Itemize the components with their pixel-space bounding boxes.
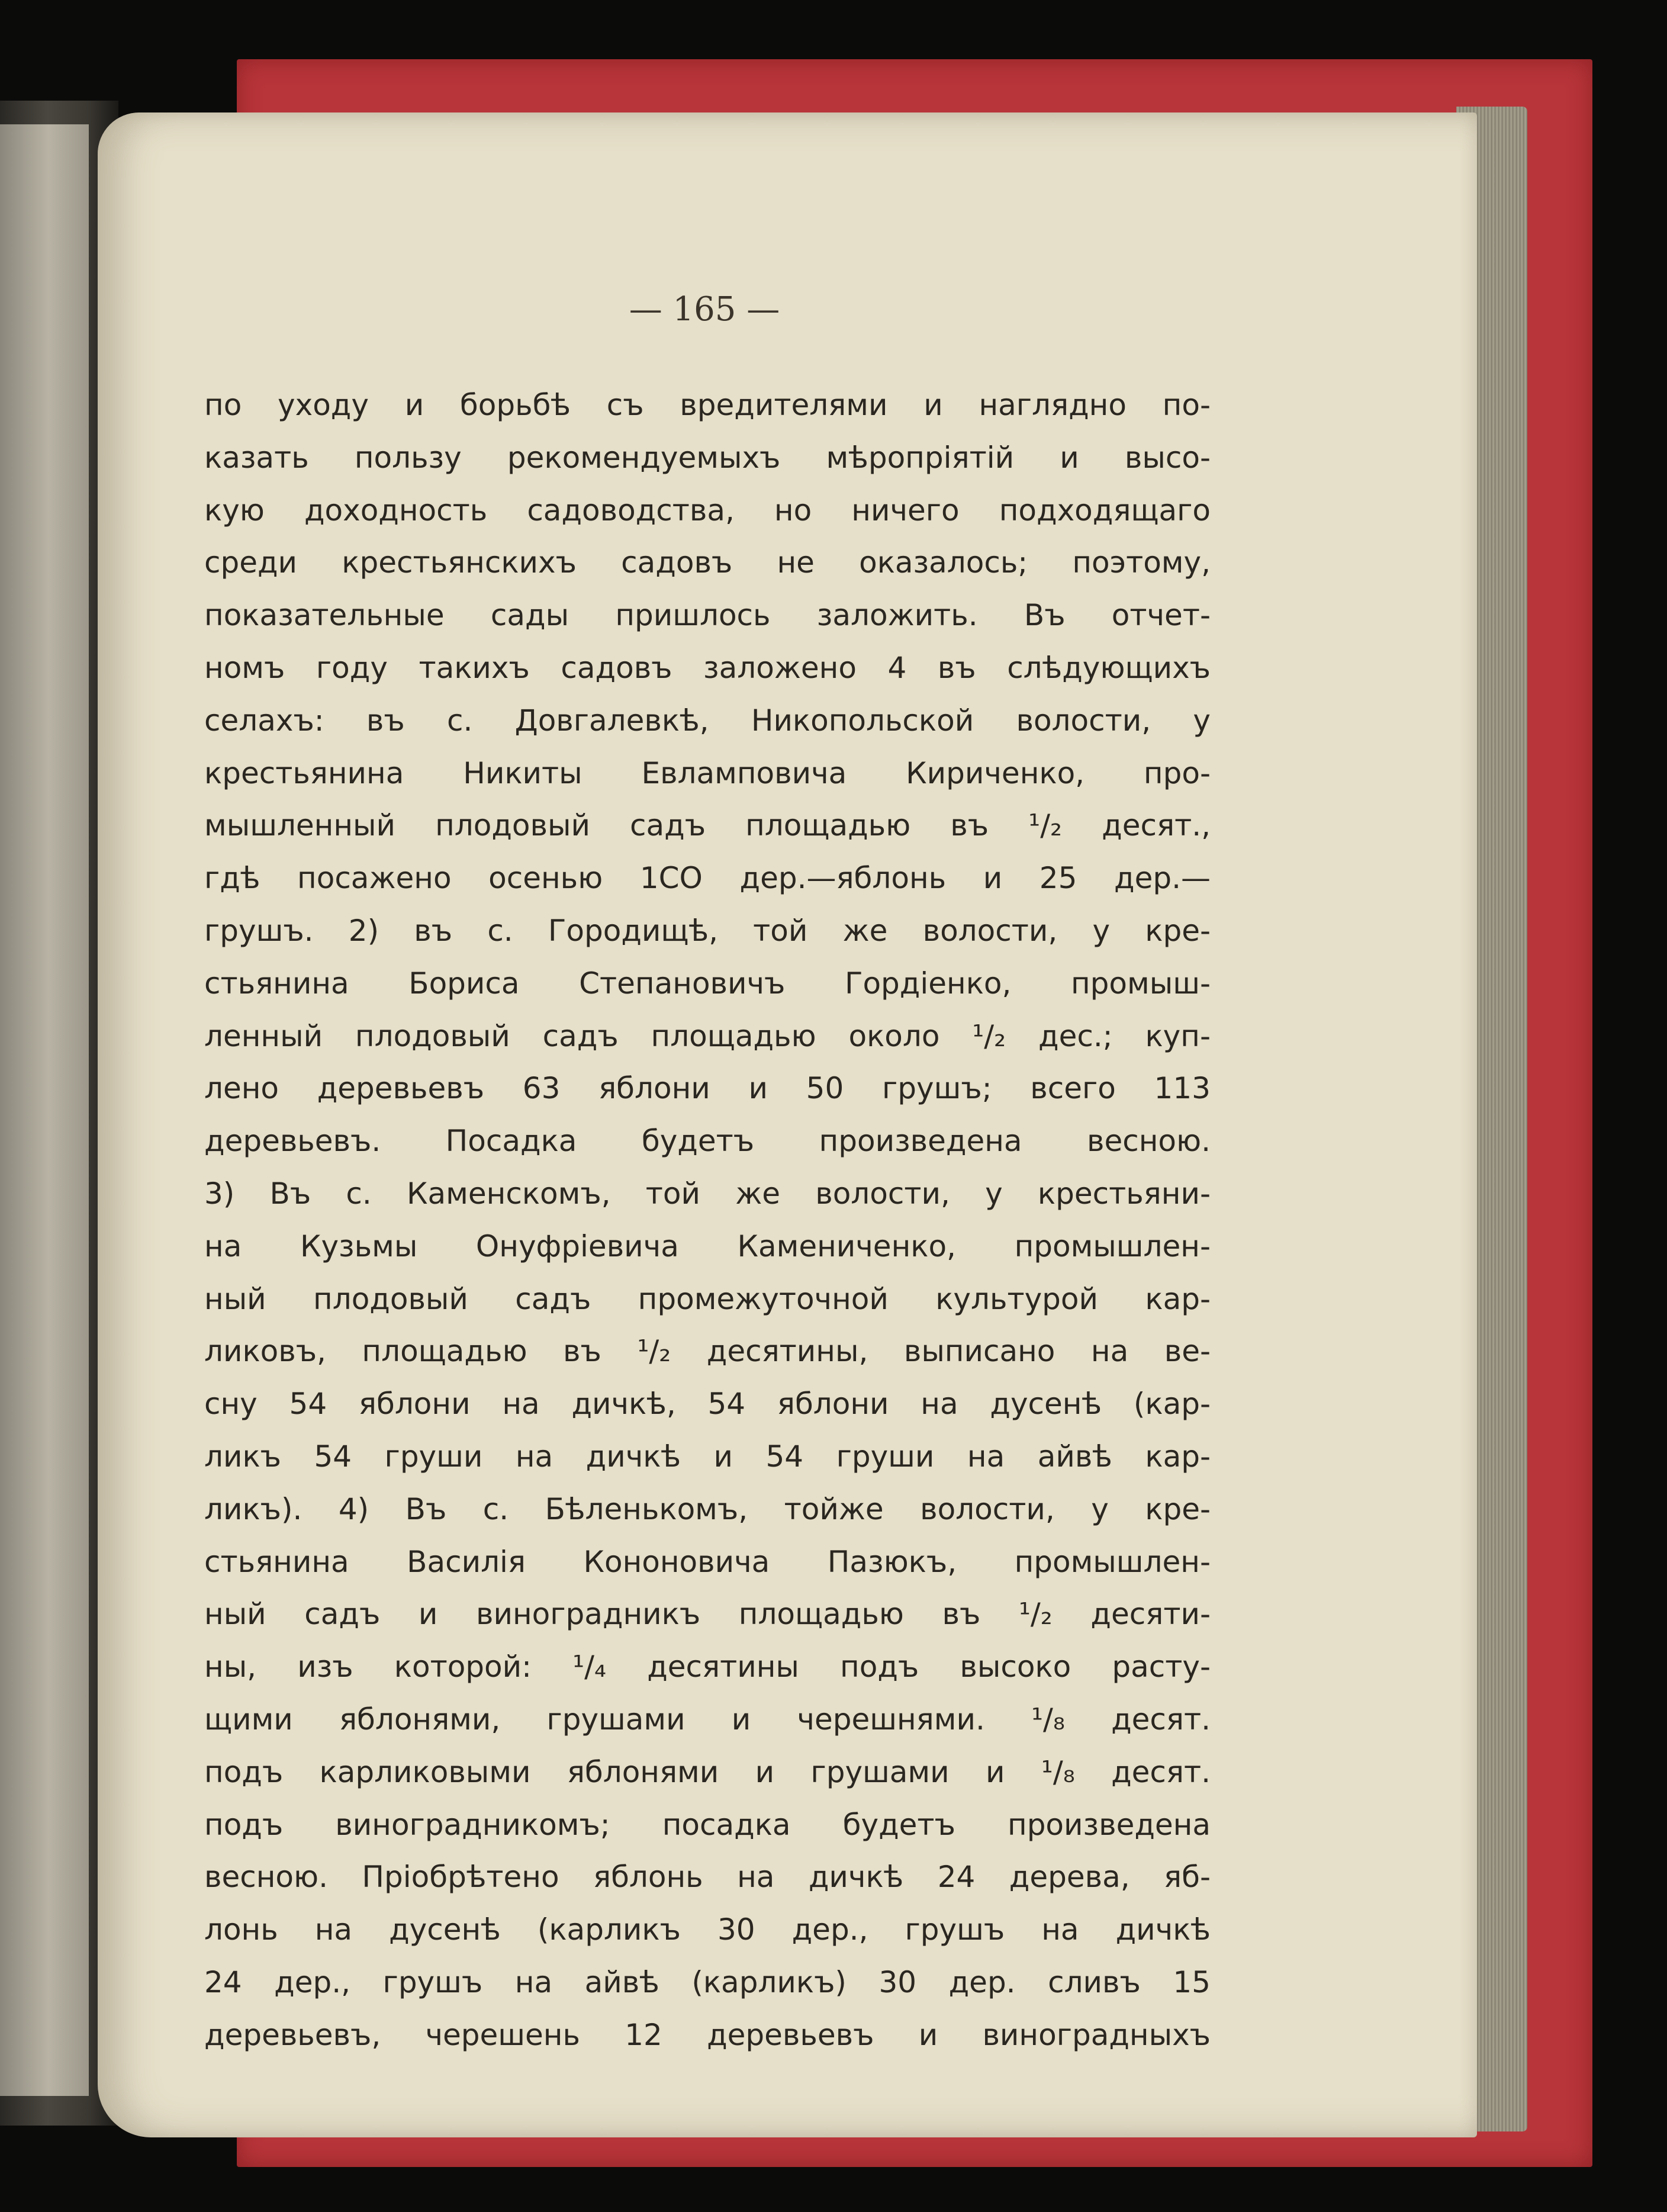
text-line: подъ виноградникомъ; посадка будетъ произведена (204, 1807, 1211, 1842)
text-line: ны, изъ которой: ¹/₄ десятины подъ высоко расту- (204, 1650, 1211, 1684)
text-line: щими яблонями, грушами и черешнями. ¹/₈ десят. (204, 1702, 1211, 1737)
text-line: ный плодовый садъ промежуточной культурой кар- (204, 1281, 1211, 1316)
text-line: на Кузьмы Онуфріевича Камениченко, промышлен- (204, 1229, 1211, 1263)
text-line: казать пользу рекомендуемыхъ мѣропріятій и высо- (204, 440, 1211, 475)
text-line: весною. Пріобрѣтено яблонь на дичкѣ 24 дерева, яб- (204, 1860, 1211, 1895)
page-number: — 165 — (629, 290, 780, 329)
text-line: сну 54 яблони на дичкѣ, 54 яблони на дусенѣ (кар- (204, 1387, 1211, 1422)
text-line: номъ году такихъ садовъ заложено 4 въ слѣдующихъ (204, 650, 1211, 685)
text-line: крестьянина Никиты Евлампoвича Кириченко, про- (204, 755, 1211, 790)
body-text (204, 379, 1211, 2062)
text-line: подъ карликовыми яблонями и грушами и ¹/₈ десят. (204, 1754, 1211, 1789)
text-line: стьянина Василія Кононовича Пазюкъ, промышлен- (204, 1544, 1211, 1579)
text-line: селахъ: въ с. Довгалевкѣ, Никопольской волости, у (204, 703, 1211, 738)
text-line: лонь на дусенѣ (карликъ 30 дер., грушъ на дичкѣ (204, 1912, 1211, 1947)
text-line: среди крестьянскихъ садовъ не оказалось; поэтому, (204, 545, 1211, 580)
text-line: кую доходность садоводства, но ничего подходящаго (204, 493, 1211, 528)
text-line: ликъ 54 груши на дичкѣ и 54 груши на айвѣ кар- (204, 1439, 1211, 1474)
text-line: 3) Въ с. Каменскомъ, той же волости, у крестьяни- (204, 1176, 1211, 1211)
text-line: показательные сады пришлось заложить. Въ отчет- (204, 598, 1211, 633)
text-line: ликовъ, площадью въ ¹/₂ десятины, выписано на ве- (204, 1334, 1211, 1369)
text-line: стьянина Бориса Степановичъ Гордіенко, промыш- (204, 966, 1211, 1001)
text-line: гдѣ посажено осенью 1СО дер.—яблонь и 25 дер.— (204, 861, 1211, 896)
text-line: лено деревьевъ 63 яблони и 50 грушъ; всего 113 (204, 1071, 1211, 1106)
text-line: ленный плодовый садъ площадью около ¹/₂ дес.; куп- (204, 1018, 1211, 1053)
text-line: ликъ). 4) Въ с. Бѣленькомъ, тойже волости, у кре- (204, 1491, 1211, 1526)
text-line: по уходу и борьбѣ съ вредителями и наглядно по- (204, 388, 1211, 422)
text-line: ный садъ и виноградникъ площадью въ ¹/₂ десяти- (204, 1597, 1211, 1632)
text-line: мышленный плодовый садъ площадью въ ¹/₂ десят., (204, 808, 1211, 843)
left-page-paper (0, 124, 89, 2096)
text-line: деревьевъ. Посадка будетъ произведена весною. (204, 1124, 1211, 1159)
text-line: грушъ. 2) въ с. Городищѣ, той же волости, у кре- (204, 913, 1211, 948)
text-line: 24 дер., грушъ на айвѣ (карликъ) 30 дер. сливъ 15 (204, 1965, 1211, 1999)
text-line: деревьевъ, черешень 12 деревьевъ и виноградныхъ (204, 2017, 1211, 2052)
